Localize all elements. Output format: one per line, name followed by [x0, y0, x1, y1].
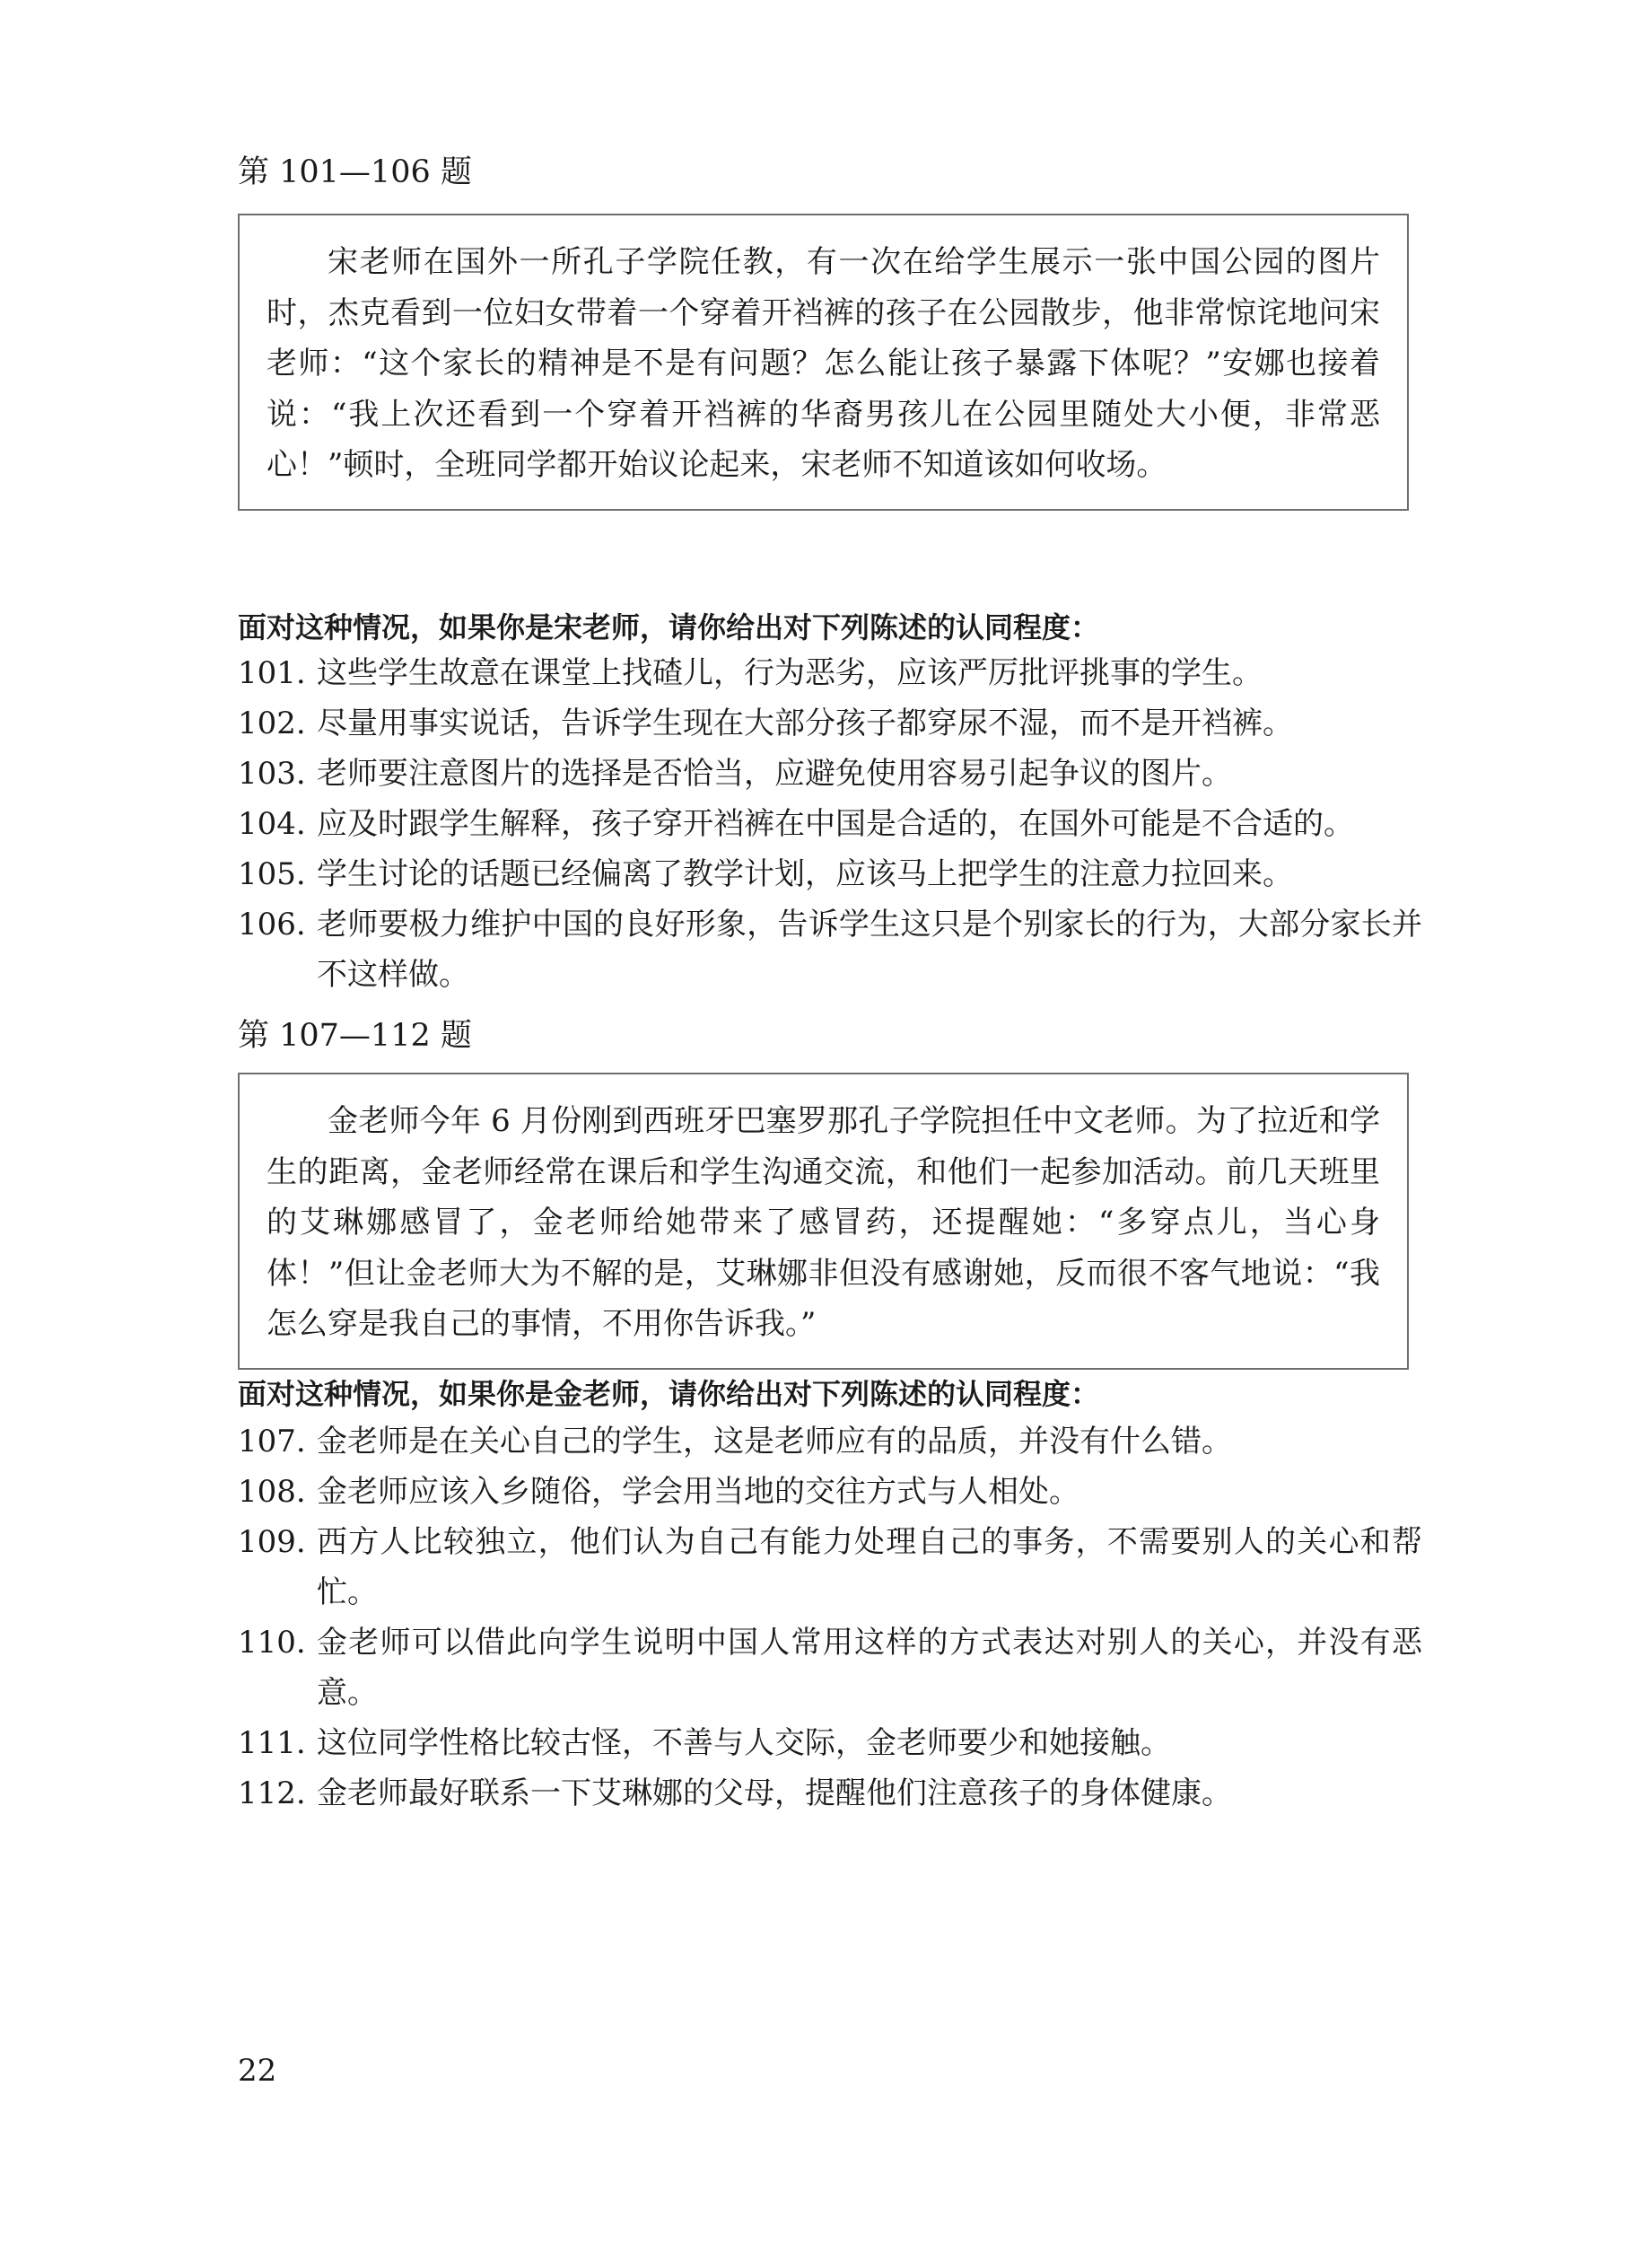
statement-item [238, 1718, 1422, 1768]
scenario-text: 金老师今年 6 月份刚到西班牙巴塞罗那孔子学院担任中文老师。为了拉近和学生的距离，金老师经常在课后和学生沟通交流，和他们一起参加活动。前几天班里的艾琳娜感冒了，金老师给她带来了感冒药，还提醒她：“多穿点儿，当心身体！”但让金老师大为不解的是，艾琳娜非但没有感谢她，反而很不客气地说：“我怎么穿是我自己的事情，不用你告诉我。” [267, 1103, 1380, 1342]
page-number: 22 [238, 2053, 277, 2089]
statement-text: 金老师应该入乡随俗，学会用当地的交往方式与人相处。 [317, 1474, 1079, 1510]
statement-item [238, 1467, 1422, 1517]
statement-list [238, 1416, 1422, 1819]
scenario-box [238, 214, 1409, 511]
statement-number: 109. [238, 1524, 306, 1560]
question-prompt: 面对这种情况，如果你是宋老师，请你给出对下列陈述的认同程度： [238, 610, 1100, 644]
statement-text: 这位同学性格比较古怪，不善与人交际，金老师要少和她接触。 [317, 1725, 1171, 1761]
statement-list [238, 648, 1422, 1000]
section-heading: 第 107—112 题 [238, 1018, 472, 1054]
statement-text: 老师要极力维护中国的良好形象，告诉学生这只是个别家长的行为，大部分家长并不这样做。 [317, 907, 1422, 993]
statement-text: 金老师是在关心自己的学生，这是老师应有的品质，并没有什么错。 [317, 1424, 1232, 1459]
statement-number: 110. [238, 1625, 306, 1661]
statement-text: 尽量用事实说话，告诉学生现在大部分孩子都穿尿不湿，而不是开裆裤。 [317, 706, 1293, 741]
section-heading: 第 101—106 题 [238, 154, 472, 190]
statement-text: 这些学生故意在课堂上找碴儿，行为恶劣，应该严厉批评挑事的学生。 [317, 655, 1263, 691]
statement-number: 103. [238, 756, 306, 792]
scenario-text: 宋老师在国外一所孔子学院任教，有一次在给学生展示一张中国公园的图片时，杰克看到一位妇女带着一个穿着开裆裤的孩子在公园散步，他非常惊诧地问宋老师：“这个家长的精神是不是有问题？怎么能让孩子暴露下体呢？”安娜也接着说：“我上次还看到一个穿着开裆裤的华裔男孩儿在公园里随处大小便，非常恶心！”顿时，全班同学都开始议论起来，宋老师不知道该如何收场。 [267, 244, 1380, 483]
statement-text: 金老师可以借此向学生说明中国人常用这样的方式表达对别人的关心，并没有恶意。 [317, 1625, 1422, 1711]
statement-number: 105. [238, 856, 306, 892]
scenario-box [238, 1073, 1409, 1370]
statement-number: 108. [238, 1474, 306, 1510]
statement-text: 应及时跟学生解释，孩子穿开裆裤在中国是合适的，在国外可能是不合适的。 [317, 806, 1354, 842]
statement-text: 学生讨论的话题已经偏离了教学计划，应该马上把学生的注意力拉回来。 [317, 856, 1293, 892]
statement-item [238, 849, 1422, 899]
statement-number: 104. [238, 806, 306, 842]
statement-number: 102. [238, 706, 306, 741]
statement-number: 106. [238, 907, 306, 942]
question-prompt: 面对这种情况，如果你是金老师，请你给出对下列陈述的认同程度： [238, 1377, 1100, 1411]
statement-text: 金老师最好联系一下艾琳娜的父母，提醒他们注意孩子的身体健康。 [317, 1775, 1232, 1811]
statement-item [238, 1768, 1422, 1819]
statement-item [238, 698, 1422, 749]
statement-item [238, 1617, 1422, 1718]
statement-item [238, 1416, 1422, 1467]
statement-number: 101. [238, 655, 306, 691]
statement-item [238, 899, 1422, 1000]
statement-number: 107. [238, 1424, 306, 1459]
statement-text: 老师要注意图片的选择是否恰当，应避免使用容易引起争议的图片。 [317, 756, 1232, 792]
statement-item [238, 749, 1422, 799]
statement-number: 112. [238, 1775, 306, 1811]
statement-item [238, 1517, 1422, 1617]
statement-item [238, 648, 1422, 698]
statement-number: 111. [238, 1725, 306, 1761]
statement-item [238, 799, 1422, 849]
statement-text: 西方人比较独立，他们认为自己有能力处理自己的事务，不需要别人的关心和帮忙。 [317, 1524, 1422, 1610]
